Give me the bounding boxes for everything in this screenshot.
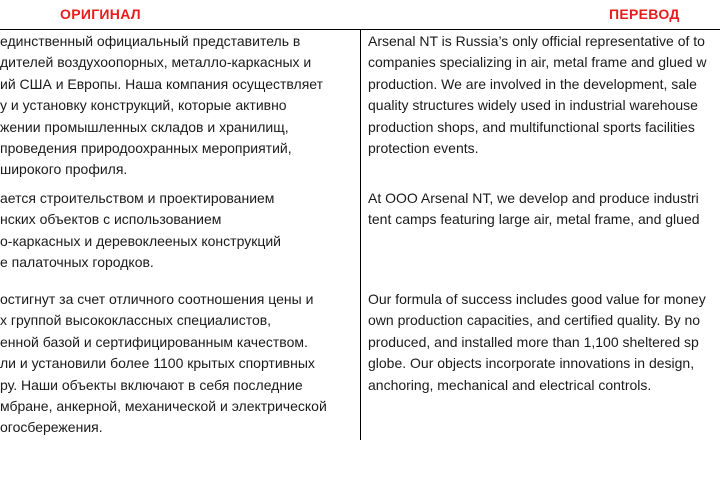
text-line: Our formula of success includes good value for money [368, 291, 706, 307]
table-header-row [0, 0, 720, 28]
text-line: единственный официальный представитель в [0, 33, 301, 49]
text-line: own production capacities, and certified quality. By no [368, 312, 701, 329]
translation-column-header: ПЕРЕВОД [609, 6, 680, 22]
translation-paragraph-1 [368, 31, 720, 159]
text-line: о-каркасных и деревоклееных конструкций [0, 232, 281, 249]
column-divider-line [360, 29, 361, 440]
text-line: остигнут за счет отличного соотношения цены и [0, 291, 314, 307]
translation-paragraph-3 [368, 289, 720, 396]
text-line: production shops, and multifunctional sports facilities [368, 118, 695, 135]
text-line: ий США и Европы. Наша компания осуществляет [0, 75, 324, 92]
text-line: protection events. [368, 140, 479, 157]
text-line: х группой высококлассных специалистов, [0, 312, 272, 329]
translation-paragraph-2 [368, 188, 720, 231]
text-line: At OOO Arsenal NT, we develop and produce industri [368, 190, 699, 206]
original-column-header: ОРИГИНАЛ [60, 6, 141, 22]
text-line: енной базой и сертифицированным качеством. [0, 333, 308, 350]
original-paragraph-2 [0, 188, 358, 274]
text-line: нских объектов с использованием [0, 211, 222, 228]
text-line: мбране, анкерной, механической и электрической [0, 398, 327, 415]
text-line: огосбережения. [0, 419, 103, 436]
text-line: е палаточных городков. [0, 254, 154, 271]
text-line: ли и установили более 1100 крытых спортивных [0, 355, 315, 372]
text-line: проведения природоохранных мероприятий, [0, 140, 292, 157]
text-line: production. We are involved in the development, sale [368, 75, 697, 92]
text-line: у и установку конструкций, которые активно [0, 97, 287, 114]
text-line: produced, and installed more than 1,100 sheltered sp [368, 333, 699, 350]
text-line: жении промышленных складов и хранилищ, [0, 118, 289, 135]
original-paragraph-3 [0, 289, 358, 439]
text-line: дителей воздухоопорных, металло-каркасных и [0, 54, 312, 71]
text-line: широкого профиля. [0, 161, 128, 178]
text-line: globe. Our objects incorporate innovations in design, [368, 355, 695, 372]
text-line: companies specializing in air, metal frame and glued w [368, 54, 707, 71]
text-line: tent camps featuring large air, metal frame, and glued [368, 211, 700, 228]
original-paragraph-1 [0, 31, 358, 181]
text-line: ру. Наши объекты включают в себя последние [0, 376, 303, 393]
text-line: anchoring, mechanical and electrical controls. [368, 376, 652, 393]
text-line: ается строительством и проектированием [0, 190, 275, 206]
text-line: Arsenal NT is Russia’s only official representative of to [368, 33, 705, 49]
text-line: quality structures widely used in industrial warehouse [368, 97, 698, 114]
